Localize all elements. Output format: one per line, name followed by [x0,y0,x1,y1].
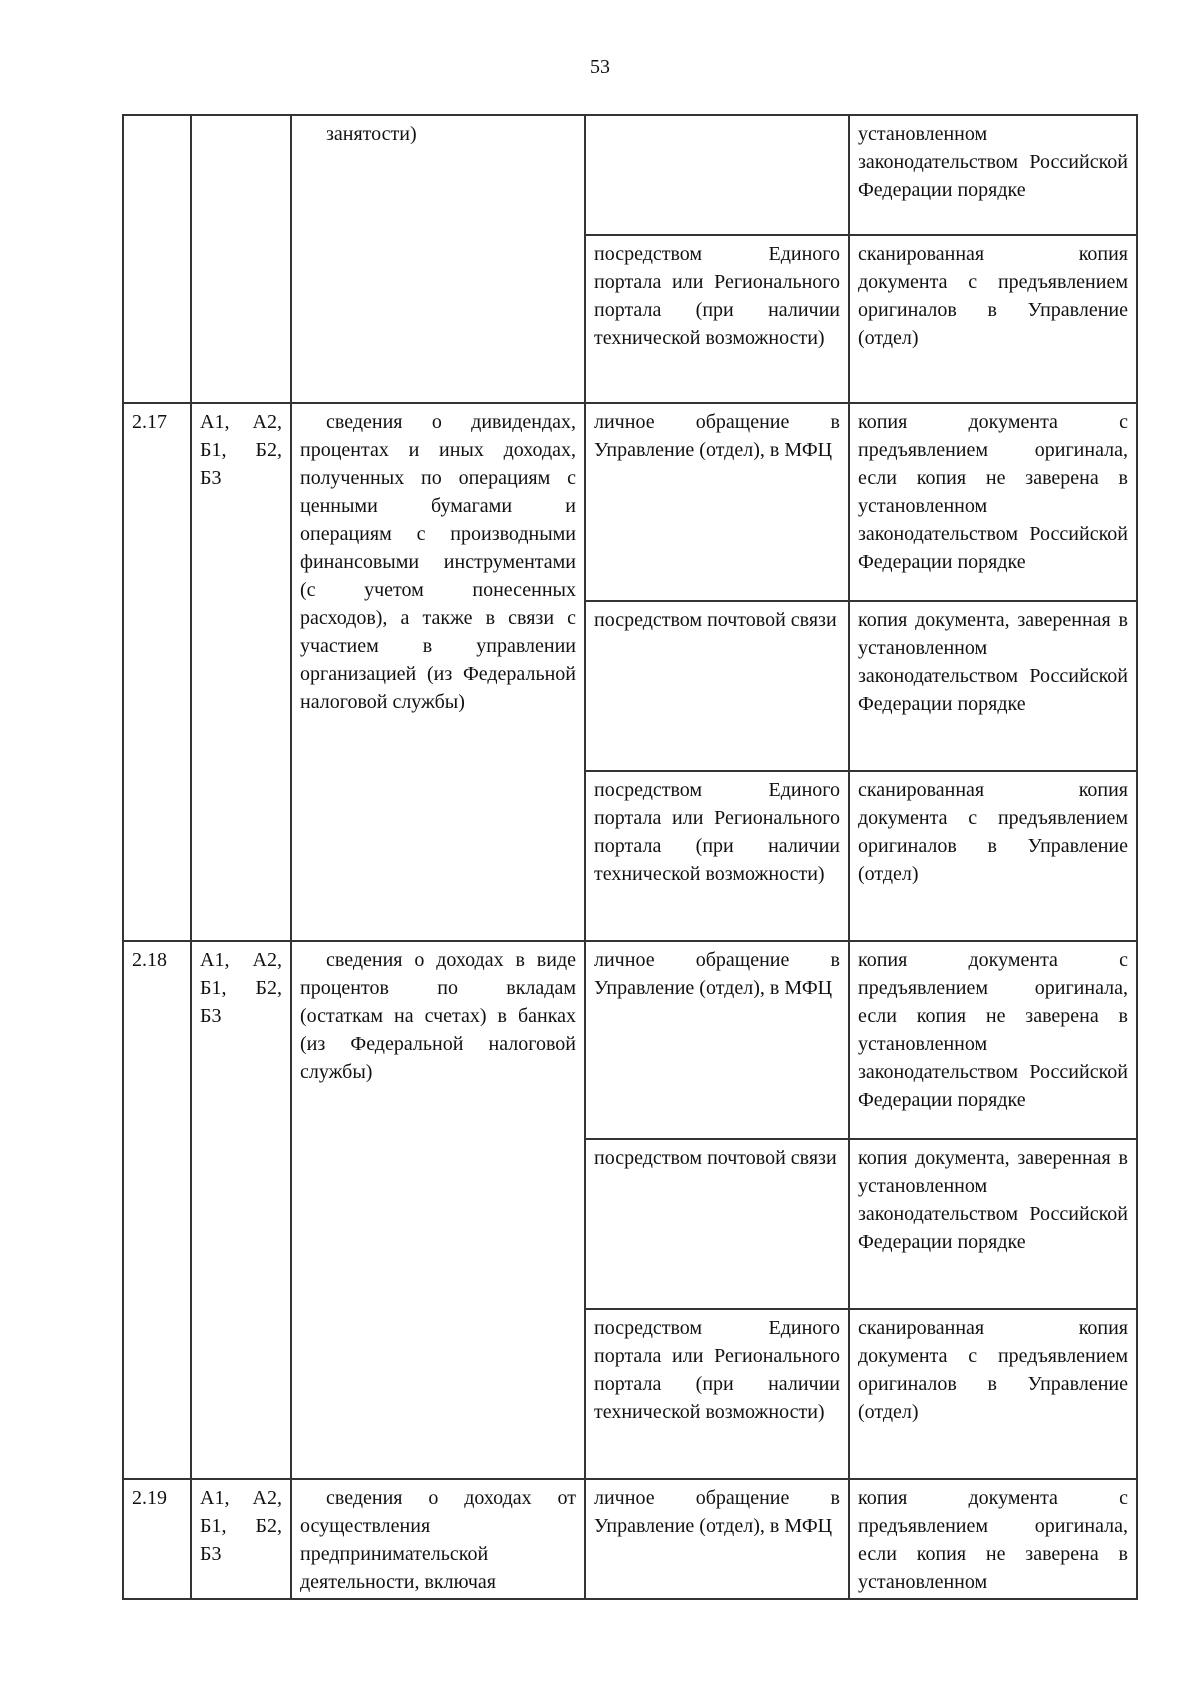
submission-method: личное обращение в Управление (отдел), в МФЦ [585,1479,849,1599]
document-form: копия документа с предъявлением оригинала, если копия не заверена в установленном законодательством Российской Федерации порядке [849,403,1137,601]
document-form: сканированная копия документа с предъявлением оригиналов в Управление (отдел) [849,1309,1137,1479]
submission-method: посредством Единого портала или Регионального портала (при наличии технической возможности) [585,771,849,941]
document-form: копия документа, заверенная в установленном законодательством Российской Федерации порядке [849,601,1137,771]
document-form: установленном законодательством Российской Федерации порядке [849,115,1137,235]
row-categories: А1, А2, Б1, Б2, Б3 [191,403,291,941]
row-categories [191,115,291,403]
submission-method: посредством почтовой связи [585,601,849,771]
row-categories: А1, А2, Б1, Б2, Б3 [191,1479,291,1599]
submission-method: посредством Единого портала или Регионального портала (при наличии технической возможности) [585,235,849,403]
row-number [123,115,191,403]
document-form: копия документа, заверенная в установленном законодательством Российской Федерации порядке [849,1139,1137,1309]
submission-method: посредством почтовой связи [585,1139,849,1309]
submission-method [585,115,849,235]
documents-table [122,114,1138,1600]
document-form: копия документа с предъявлением оригинала, если копия не заверена в установленном [849,1479,1137,1599]
submission-method: посредством Единого портала или Регионального портала (при наличии технической возможности) [585,1309,849,1479]
page-number: 53 [590,56,610,78]
document-form: копия документа с предъявлением оригинала, если копия не заверена в установленном законодательством Российской Федерации порядке [849,941,1137,1139]
row-number: 2.19 [123,1479,191,1599]
document-form: сканированная копия документа с предъявлением оригиналов в Управление (отдел) [849,235,1137,403]
table-row [123,115,1137,235]
submission-method: личное обращение в Управление (отдел), в МФЦ [585,403,849,601]
table-row [123,1479,1137,1599]
document-form: сканированная копия документа с предъявлением оригиналов в Управление (отдел) [849,771,1137,941]
row-categories: А1, А2, Б1, Б2, Б3 [191,941,291,1479]
row-number: 2.18 [123,941,191,1479]
row-info: занятости) [291,115,585,403]
row-info: сведения о дивидендах, процентах и иных доходах, полученных по операциям с ценными бумагами и операциям с производными финансовыми инструментами (с учетом понесенных расходов), а также в связи с участием в управлении организацией (из Федеральной налоговой службы) [291,403,585,941]
table-row [123,941,1137,1139]
table-row [123,403,1137,601]
row-info: сведения о доходах в виде процентов по вкладам (остаткам на счетах) в банках (из Федеральной налоговой службы) [291,941,585,1479]
row-info: сведения о доходах от осуществления предпринимательской деятельности, включая [291,1479,585,1599]
submission-method: личное обращение в Управление (отдел), в МФЦ [585,941,849,1139]
row-number: 2.17 [123,403,191,941]
